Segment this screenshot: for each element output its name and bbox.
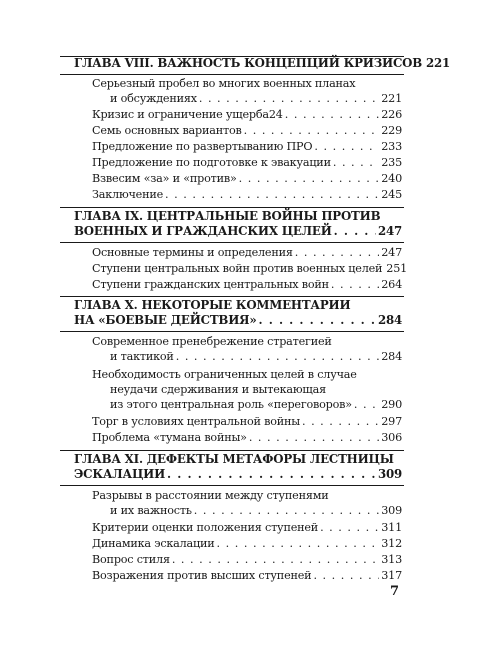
toc-entry: и тактикой . . . 284 — [110, 349, 402, 364]
leader-dots — [172, 552, 379, 567]
leader-dots — [320, 520, 379, 535]
leader-dots — [314, 139, 379, 154]
toc-entry: Основные термины и определения . . . 247 — [92, 245, 402, 260]
toc-entry-text: Современное пренебрежение стратегией — [92, 335, 332, 348]
chapter-heading-line: ГЛАВА X. НЕКОТОРЫЕ КОММЕНТАРИИ — [74, 298, 351, 312]
toc-entry: Кризис и ограничение ущерба24 . . . 226 — [92, 107, 402, 122]
chapter-page: 284 — [377, 313, 402, 327]
toc-entry: Возражения против высших ступеней . . . 317 — [92, 568, 402, 583]
leader-dots — [249, 430, 379, 445]
chapter-bottom-rule — [60, 485, 404, 486]
leader-dots — [167, 467, 376, 482]
chapter-bottom-rule — [60, 74, 404, 75]
leader-dots — [199, 91, 379, 106]
entry-page: 264 — [381, 278, 402, 291]
chapter-bottom-rule — [60, 242, 404, 243]
leader-dots — [354, 397, 379, 412]
chapter-page: 309 — [377, 467, 402, 481]
entry-page: 245 — [381, 188, 402, 201]
toc-entry: Ступени гражданских центральных войн . . . 264 — [92, 277, 402, 292]
leader-dots — [259, 313, 376, 328]
toc-entry-text: Разрывы в расстоянии между ступенями — [92, 489, 329, 502]
toc-entry: и их важность . . . 309 — [110, 503, 402, 518]
toc-entry: Взвесим «за» и «против» . . . 240 — [92, 171, 402, 186]
chapter-bottom-rule — [60, 331, 404, 332]
entry-page: 312 — [381, 537, 402, 550]
toc-entry: Предложение по подготовке к эвакуации . . . 235 — [92, 155, 402, 170]
toc-entry: Семь основных вариантов . . . 229 — [92, 123, 402, 138]
toc-entry: и обсуждениях . . . 221 — [110, 91, 402, 106]
leader-dots — [194, 503, 380, 518]
toc-entry-text: неудачи сдерживания и вытекающая — [110, 383, 326, 396]
leader-dots — [217, 536, 380, 551]
leader-dots — [239, 171, 380, 186]
entry-page: 290 — [381, 398, 402, 411]
entry-page: 309 — [381, 504, 402, 517]
chapter-page: 221 — [426, 56, 451, 70]
chapter-heading: ЭСКАЛАЦИИ . . . 309 — [74, 467, 402, 482]
entry-page: 229 — [381, 124, 402, 137]
leader-dots — [302, 414, 379, 429]
leader-dots — [333, 155, 379, 170]
entry-page: 306 — [381, 431, 402, 444]
chapter-heading: ГЛАВА VIII. ВАЖНОСТЬ КОНЦЕПЦИЙ КРИЗИСОВ 221 — [74, 56, 451, 70]
toc-entry: Предложение по развертыванию ПРО . . . 233 — [92, 139, 402, 154]
entry-page: 233 — [381, 140, 402, 153]
chapter-page: 247 — [377, 224, 402, 238]
entry-page: 313 — [381, 553, 402, 566]
toc-entry-text: Серьезный пробел во многих военных планах — [92, 77, 356, 90]
chapter-heading-line: ГЛАВА IX. ЦЕНТРАЛЬНЫЕ ВОЙНЫ ПРОТИВ — [74, 209, 381, 223]
leader-dots — [165, 187, 379, 202]
entry-page: 226 — [381, 108, 402, 121]
entry-page: 251 — [386, 262, 408, 275]
leader-dots — [285, 107, 380, 122]
entry-page: 284 — [381, 350, 402, 363]
chapter-heading-line: ГЛАВА XI. ДЕФЕКТЫ МЕТАФОРЫ ЛЕСТНИЦЫ — [74, 452, 394, 466]
chapter-heading: ВОЕННЫХ И ГРАЖДАНСКИХ ЦЕЛЕЙ . . . 247 — [74, 224, 402, 239]
leader-dots — [176, 349, 380, 364]
entry-page: 311 — [381, 521, 402, 534]
toc-entry: Проблема «тумана войны» . . . 306 — [92, 430, 402, 445]
toc-entry: Критерии оценки положения ступеней . . . 311 — [92, 520, 402, 535]
page-number: 7 — [390, 584, 400, 599]
chapter-heading: НА «БОЕВЫЕ ДЕЙСТВИЯ» . . . 284 — [74, 313, 402, 328]
toc-entry: Ступени центральных войн против военных целей 251 — [92, 262, 408, 275]
toc-entry: из этого центральная роль «переговоров» . . . 290 — [110, 397, 402, 412]
toc-entry: Торг в условиях центральной войны . . . 297 — [92, 414, 402, 429]
leader-dots — [244, 123, 380, 138]
entry-page: 221 — [381, 92, 402, 105]
leader-dots — [331, 277, 379, 292]
toc-entry: Заключение . . . 245 — [92, 187, 402, 202]
leader-dots — [295, 245, 380, 260]
entry-page: 317 — [381, 569, 402, 582]
entry-page: 235 — [381, 156, 402, 169]
toc-entry: Динамика эскалации . . . 312 — [92, 536, 402, 551]
entry-page: 247 — [381, 246, 402, 259]
toc-entry-text: Необходимость ограниченных целей в случае — [92, 368, 357, 381]
entry-page: 297 — [381, 415, 402, 428]
leader-dots — [334, 224, 376, 239]
leader-dots — [313, 568, 379, 583]
toc-entry: Вопрос стиля . . . 313 — [92, 552, 402, 567]
entry-page: 240 — [381, 172, 402, 185]
